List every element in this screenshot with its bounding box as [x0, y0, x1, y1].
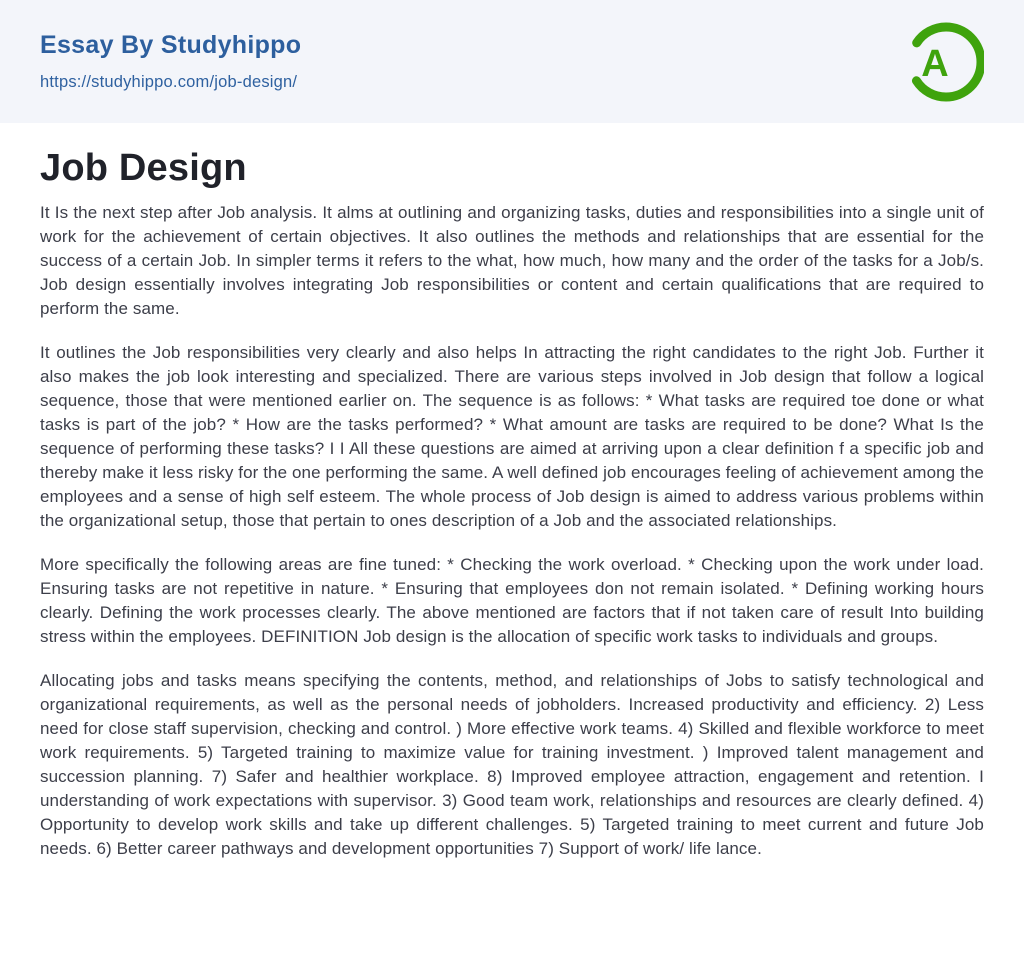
article-paragraph-1: It Is the next step after Job analysis. It alms at outlining and organizing tasks, duties and responsibilities into a single unit of work for the achievement of certain objectives. It also outlines the methods and relationships that are essential for the success of a certain Job. In simpler terms it refers to the what, how much, how many and the order of the tasks for a Job/s. Job design essentially involves integrating Job responsibilities or content and certain qualifications that are required to perform the same.	[40, 202, 984, 318]
logo-a-icon	[902, 16, 984, 108]
site-header-text	[40, 31, 301, 92]
source-url-link[interactable]: https://studyhippo.com/job-design/	[40, 73, 298, 91]
site-title: Essay By Studyhippo	[40, 31, 302, 59]
studyhippo-logo	[902, 16, 984, 108]
article-content	[0, 123, 1024, 861]
article-title: Job Design	[40, 147, 247, 189]
svg-text:A: A	[921, 42, 949, 85]
article-paragraph-4: Allocating jobs and tasks means specifying the contents, method, and relationships of Jobs to satisfy technological and organizational requirements, as well as the personal needs of jobholders. Increased productivity and efficiency. 2) Less need for close staff supervision, checking and control. ) More effective work teams. 4) Skilled and flexible workforce to meet work requirements. 5) Targeted training to maximize value for training investment. ) Improved talent management and succession planning. 7) Safer and healthier workplace. 8) Improved employee attraction, engagement and retention. I understanding of work expectations with supervisor. 3) Good team work, relationships and resources are clearly defined. 4) Opportunity to develop work skills and take up different challenges. 5) Targeted training to meet current and future Job needs. 6) Better career pathways and development opportunities 7) Support of work/ life lance.	[40, 670, 984, 858]
article-paragraph-2: It outlines the Job responsibilities very clearly and also helps In attracting the right candidates to the right Job. Further it also makes the job look interesting and specialized. There are various steps involved in Job design that follow a logical sequence, those that were mentioned earlier on. The sequence is as follows: * What tasks are required toe done or what tasks is part of the job? * How are the tasks performed? * What amount are tasks are required to be done? What Is the sequence of performing these tasks? I I All these questions are aimed at arriving upon a clear definition f a specific job and thereby make it less risky for the one performing the same. A well defined job encourages feeling of achievement among the employees and a sense of high self esteem. The whole process of Job design is aimed to address various problems within the organizational setup, those that pertain to ones description of a Job and the associated relationships.	[40, 342, 984, 530]
article-paragraph-3: More specifically the following areas are fine tuned: * Checking the work overload. * Checking upon the work under load. Ensuring tasks are not repetitive in nature. * Ensuring that employees don not remain isolated. * Defining working hours clearly. Defining the work processes clearly. The above mentioned are factors that if not taken care of result Into building stress within the employees. DEFINITION Job design is the allocation of specific work tasks to individuals and groups.	[40, 554, 984, 646]
article-body	[40, 201, 984, 861]
site-header	[0, 0, 1024, 123]
